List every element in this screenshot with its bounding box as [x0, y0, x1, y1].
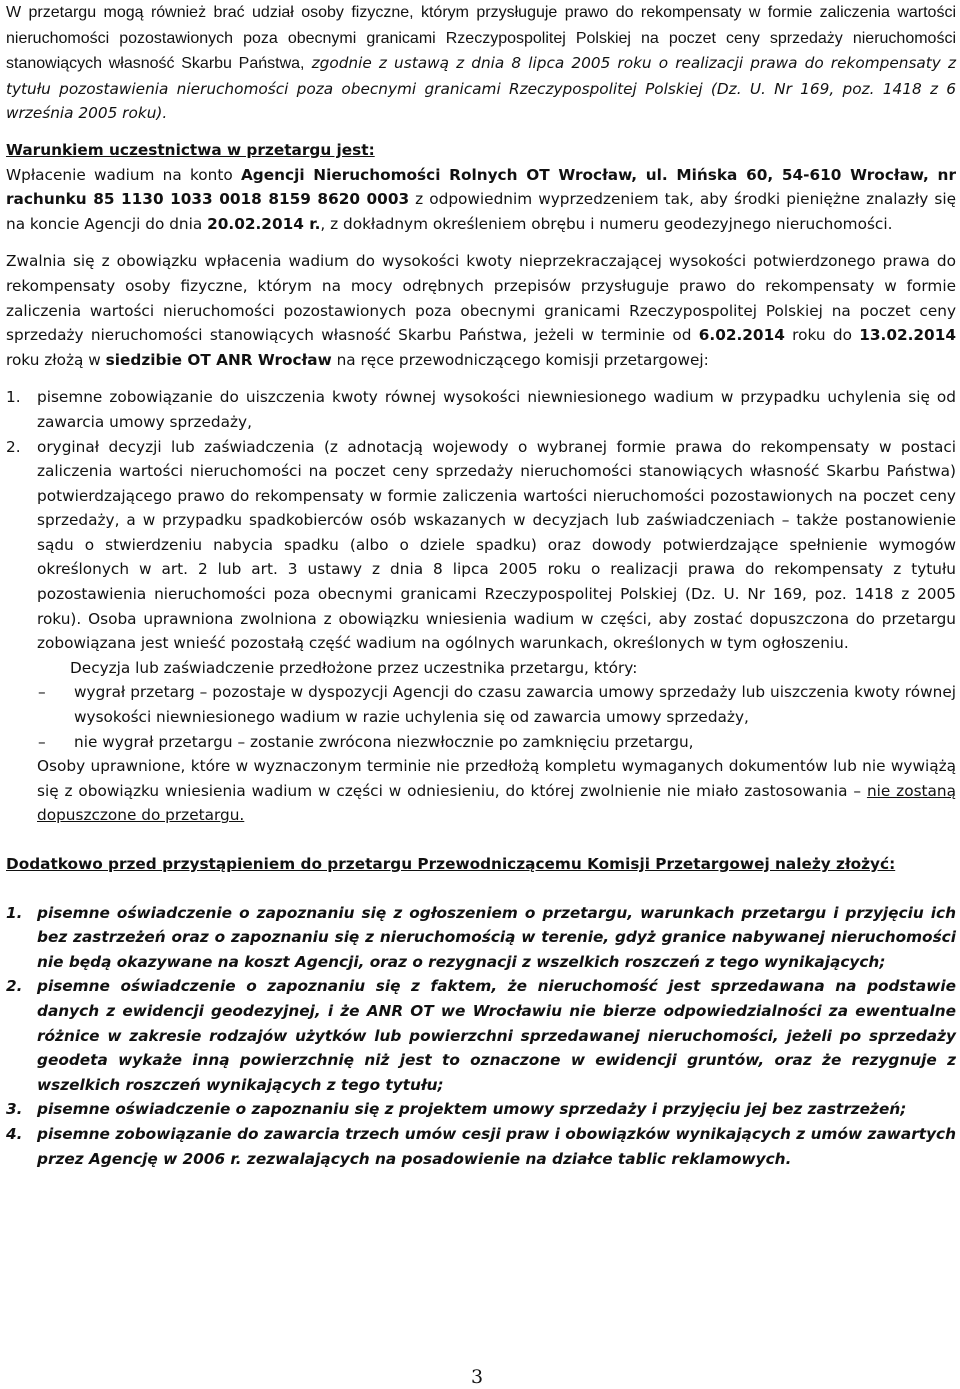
list-item-text: pisemne oświadczenie o zapoznaniu się z ogłoszeniem o przetargu, warunkach przetargu i przyjęciu ich bez zastrzeżeń oraz o zapoznaniu się z nieruchomością w terenie, gdyż granice nabywanej nieruchomości nie będą okazywane na koszt Agencji, oraz o rezygnacji z wszelkich roszczeń z tego wynikających; — [37, 903, 956, 971]
intro-paragraph — [6, 0, 956, 126]
dodatkowo-heading: Dodatkowo przed przystąpieniem do przetargu Przewodniczącemu Komisji Przetargowej należy złożyć: — [6, 855, 896, 873]
osoby-paragraph — [6, 754, 956, 828]
list-item — [6, 435, 956, 656]
list-item — [6, 1122, 956, 1171]
list-item — [6, 385, 956, 434]
warunek-paragraph — [6, 163, 956, 237]
osoby-t2: nie zostaną dopuszczone do przetargu. — [37, 781, 956, 825]
zwalnia-t4: na ręce przewodniczącego komisji przetargowej: — [331, 350, 709, 369]
osoby-t1: Osoby uprawnione, które w wyznaczonym terminie nie przedłożą kompletu wymaganych dokumentów lub nie wywiążą się z obowiązku wniesienia wadium w części w odniesieniu, do której zwolnienie nie miało zastosowania – — [37, 757, 956, 800]
dash-item — [6, 680, 956, 729]
dash-list — [6, 680, 956, 754]
document-page — [6, 0, 956, 1171]
warunek-t1: Wpłacenie wadium na konto — [6, 165, 241, 184]
decyzja-line: Decyzja lub zaświadczenie przedłożone przez uczestnika przetargu, który: — [70, 658, 638, 677]
declarations-list — [6, 901, 956, 1172]
zwalnia-paragraph — [6, 249, 956, 372]
zwalnia-t3: roku złożą w — [6, 350, 106, 369]
list-item-text: pisemne zobowiązanie do zawarcia trzech umów cesji praw i obowiązków wynikających z umów zawartych przez Agencję w 2006 r. zezwalających na posadowienie na działce tablic reklamowych. — [37, 1124, 956, 1168]
dash-item-text: wygrał przetarg – pozostaje w dyspozycji Agencji do czasu zawarcia umowy sprzedaży lub uiszczenia kwoty równej wysokości niewniesionego wadium w razie uchylenia się od zawarcia umowy sprzedaży, — [74, 683, 956, 727]
warunek-account: Agencji Nieruchomości Rolnych OT Wrocław, ul. Mińska 60, 54-610 Wrocław, nr rachunku 85 1130 1033 0018 8159 8620 0003 — [6, 165, 956, 209]
list-item — [6, 901, 956, 975]
zwalnia-date-from: 6.02.2014 — [698, 326, 785, 345]
dash-item — [6, 730, 956, 755]
list-item-text: pisemne oświadczenie o zapoznaniu się z faktem, że nieruchomość jest sprzedawana na podstawie danych z ewidencji geodezyjnej, i że ANR OT we Wrocławiu nie bierze odpowiedzialności za ewentualne różnice w zakresie rodzajów użytków lub powierzchni sprzedawanej nieruchomości, jeżeli po sprzedaży geodeta wykaże inną powierzchnię niż jest to oznaczone w ewidencji gruntów, oraz że rezygnuje z wszelkich roszczeń wynikających z tego tytułu; — [37, 977, 956, 1094]
zwalnia-place: siedzibie OT ANR Wrocław — [105, 350, 332, 369]
list-item — [6, 1097, 956, 1122]
warunek-t5: , z dokładnym określeniem obrębu i numeru geodezyjnego nieruchomości. — [320, 214, 893, 233]
list-item-number: 3. — [6, 1100, 23, 1119]
list-item-number: 2. — [6, 977, 23, 996]
requirements-list — [6, 385, 956, 656]
dash-mark: – — [38, 732, 46, 751]
zwalnia-date-to: 13.02.2014 — [859, 326, 956, 345]
list-item-number: 1. — [6, 903, 23, 922]
list-item-number: 2. — [6, 437, 21, 456]
warunek-t3: z odpowiednim wyprzedzeniem tak, aby środki pieniężne znalazły się na koncie Agencji do dnia — [6, 190, 956, 233]
zwalnia-t1: Zwalnia się z obowiązku wpłacenia wadium do wysokości kwoty nieprzekraczającej wysokości potwierdzonego prawa do rekompensaty osoby fizyczne, którym na mocy odrębnych przepisów przysługuje prawo do rekompensaty w formie zaliczenia wartości nieruchomości pozostawionych poza obecnymi granicami Rzeczypospolitej Polskiej na poczet ceny sprzedaży nieruchomości stanowiących własność Skarbu Państwa, jeżeli w terminie od — [6, 252, 956, 345]
warunek-deadline: 20.02.2014 r. — [207, 214, 321, 233]
list-item — [6, 974, 956, 1097]
list-item-text: oryginał decyzji lub zaświadczenia (z adnotacją wojewody o wybranej formie prawa do rekompensaty w postaci zaliczenia wartości nieruchomości na poczet ceny sprzedaży nieruchomości stanowiących własność Skarbu Państwa) potwierdzającego prawo do rekompensaty w formie zaliczenia wartości nieruchomości pozostawionych na poczet ceny sprzedaży, a w przypadku spadkobierców osób wskazanych w decyzjach lub zaświadczeniach – także postanowienie sądu o stwierdzeniu nabycia spadku (albo o dziele spadku) oraz dowody potwierdzające spełnienie wymogów określonych w art. 2 lub art. 3 ustawy z dnia 8 lipca 2005 roku o realizacji prawa do rekompensaty z tytułu pozostawienia nieruchomości poza obecnymi granicami Rzeczypospolitej Polskiej (Dz. U. Nr 169, poz. 1418 z 2005 roku). Osoba uprawniona zwolniona z obowiązku wniesienia wadium w części, aby zostać dopuszczona do przetargu zobowiązana jest wnieść pozostałą część wadium na ogólnych warunkach, określonych w tym ogłoszeniu. — [37, 437, 956, 653]
dash-item-text: nie wygrał przetargu – zostanie zwrócona niezwłocznie po zamknięciu przetargu, — [74, 732, 694, 751]
page-number: 3 — [471, 1366, 484, 1388]
list-item-number: 4. — [6, 1124, 23, 1143]
list-item-number: 1. — [6, 388, 21, 407]
list-item-text: pisemne oświadczenie o zapoznaniu się z projektem umowy sprzedaży i przyjęciu jej bez zastrzeżeń; — [37, 1100, 907, 1119]
list-item-text: pisemne zobowiązanie do uiszczenia kwoty równej wysokości niewniesionego wadium w przypadku uchylenia się od zawarcia umowy sprzedaży, — [37, 388, 956, 431]
intro-part2: zgodnie z ustawą z dnia 8 lipca 2005 roku o realizacji prawa do rekompensaty z tytułu pozostawienia nieruchomości poza obecnymi granicami Rzeczypospolitej Polskiej (Dz. U. Nr 169, poz. 1418 z 6 września 2005 roku). — [6, 54, 956, 123]
zwalnia-t2: roku do — [784, 326, 860, 345]
intro-part1: W przetargu mogą również brać udział osoby fizyczne, którym przysługuje prawo do rekompensaty w formie zaliczenia wartości nieruchomości pozostawionych poza obecnymi granicami Rzeczypospolitej Polskiej na poczet ceny sprzedaży nieruchomości stanowiących własność Skarbu Państwa, — [6, 4, 956, 73]
dash-mark: – — [38, 683, 46, 702]
warunek-heading: Warunkiem uczestnictwa w przetargu jest: — [6, 140, 375, 159]
